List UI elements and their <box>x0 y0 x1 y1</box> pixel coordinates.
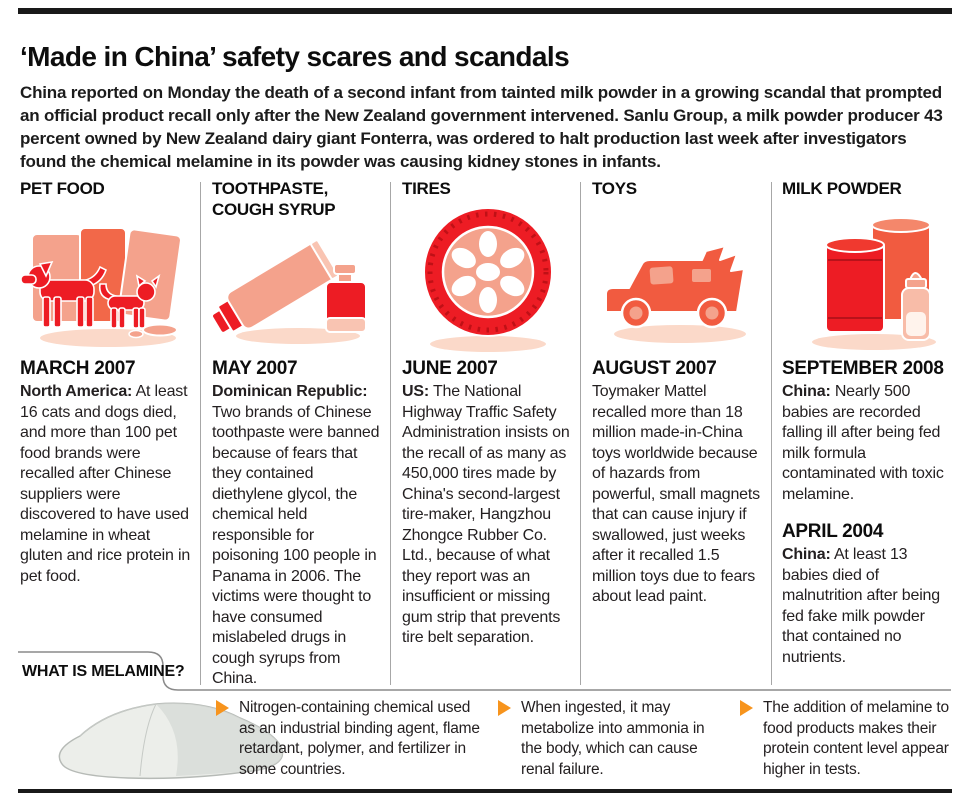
bullet-arrow-icon <box>740 700 753 716</box>
event-text: US: The National Highway Traffic Safety Administration insists on the recall of as many as 450,000 tires made by China's second-largest tire-maker, Hangzhou Zhongce Rubber Co. Ltd., because of what they report was an insufficient or missing gum strip that prevents tire belt separation. <box>402 383 570 646</box>
event-date: MARCH 2007 <box>20 358 136 379</box>
column-milk-powder <box>782 178 952 684</box>
column-tires <box>402 178 574 665</box>
bullet-text: Nitrogen-containing chemical used as an industrial binding agent, flame retardant, polymer, and fertilizer in some countries. <box>239 699 480 778</box>
melamine-bullet <box>498 698 720 780</box>
column-header: TOOTHPASTE, COUGH SYRUP <box>212 179 336 219</box>
event-entry <box>782 358 952 505</box>
column-pet-food <box>20 178 192 603</box>
column-header: TOYS <box>592 179 637 198</box>
column-header: PET FOOD <box>20 179 105 198</box>
bottom-rule <box>18 789 952 793</box>
event-entry <box>402 358 574 649</box>
bullet-text: The addition of melamine to food products makes their protein content level appear higher in tests. <box>763 699 949 778</box>
bullet-arrow-icon <box>498 700 511 716</box>
event-date: AUGUST 2007 <box>592 358 717 379</box>
event-text: North America: At least 16 cats and dogs died, and more than 100 pet food brands were recalled after Chinese suppliers were discovered to have used melamine in wheat gluten and rice protein in pet food. <box>20 383 191 585</box>
event-text: China: Nearly 500 babies are recorded falling ill after being fed milk formula contaminated with toxic melamine. <box>782 383 944 503</box>
event-date: MAY 2007 <box>212 358 298 379</box>
column-toys <box>592 178 764 624</box>
toy-jeep-icon <box>592 220 764 350</box>
column-divider <box>390 182 391 685</box>
milk-powder-icon <box>782 220 952 350</box>
column-divider <box>771 182 772 685</box>
column-divider <box>580 182 581 685</box>
melamine-heading: WHAT IS MELAMINE? <box>22 663 185 680</box>
melamine-bullet <box>216 698 484 780</box>
pet-food-icon <box>20 220 192 350</box>
column-divider <box>200 182 201 685</box>
event-date: SEPTEMBER 2008 <box>782 358 944 379</box>
page-title: ‘Made in China’ safety scares and scandals <box>20 40 570 72</box>
bullet-arrow-icon <box>216 700 229 716</box>
event-text: Toymaker Mattel recalled more than 18 million made-in-China toys worldwide because of hazards from powerful, small magnets that can cause injury if swallowed, just weeks after it recalled 1.5 million toys due to fears about lead paint. <box>592 383 760 605</box>
top-rule <box>18 8 952 14</box>
event-entry <box>212 358 384 690</box>
melamine-bullet <box>740 698 955 780</box>
column-header: MILK POWDER <box>782 179 902 198</box>
event-text: China: At least 13 babies died of malnutrition after being fed fake milk powder that contained no nutrients. <box>782 546 940 666</box>
tire-icon <box>402 220 574 350</box>
intro-paragraph: China reported on Monday the death of a second infant from tainted milk powder in a growing scandal that prompted an official product recall only after the New Zealand government intervened. Sanlu Group, a milk powder producer 43 percent owned by New Zealand dairy giant Fonterra, was ordered to halt production last week after investigators found the chemical melamine in its powder was causing kidney stones in infants. <box>20 83 943 171</box>
event-entry <box>592 358 764 608</box>
bullet-text: When ingested, it may metabolize into ammonia in the body, which can cause renal failure. <box>521 699 705 778</box>
event-text: Dominican Republic: Two brands of Chinese toothpaste were banned because of fears that they contained diethylene glycol, the chemical held responsible for poisoning 100 people in Panama in 2006. The victims were thought to have consumed mislabeled drugs in cough syrups from China. <box>212 383 380 687</box>
column-header: TIRES <box>402 179 451 198</box>
event-date: APRIL 2004 <box>782 521 884 542</box>
event-entry <box>20 358 192 587</box>
column-toothpaste <box>212 178 384 706</box>
toothpaste-cough-syrup-icon <box>212 220 384 350</box>
event-date: JUNE 2007 <box>402 358 498 379</box>
